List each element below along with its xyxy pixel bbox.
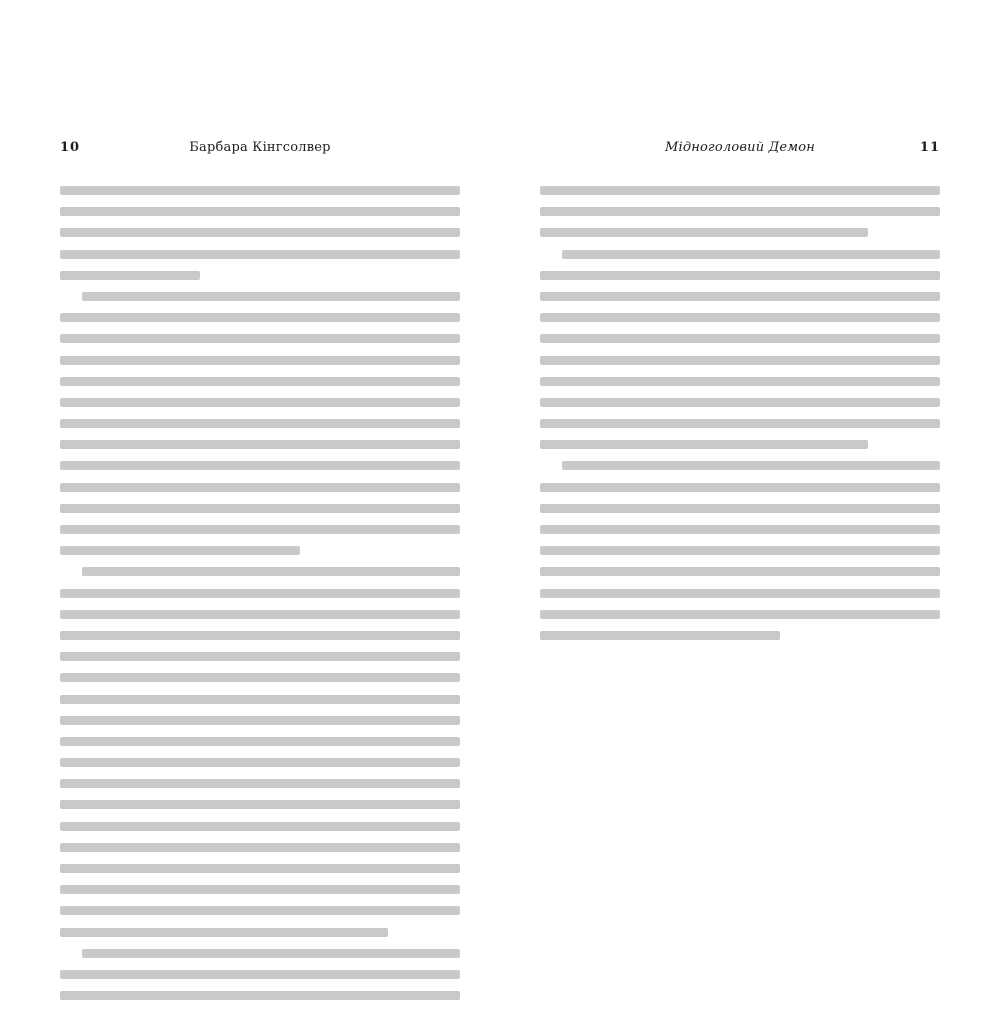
text-line-placeholder (82, 567, 460, 576)
text-line-placeholder (60, 822, 460, 831)
paragraph-placeholder (540, 186, 940, 237)
text-line-placeholder (60, 546, 300, 555)
text-line-placeholder (60, 250, 460, 259)
text-line-placeholder (60, 525, 460, 534)
text-line-placeholder (60, 228, 460, 237)
text-line-placeholder (60, 419, 460, 428)
text-line-placeholder (540, 567, 940, 576)
text-line-placeholder (540, 207, 940, 216)
text-line-placeholder (60, 377, 460, 386)
text-line-placeholder (60, 398, 460, 407)
text-line-placeholder (60, 737, 460, 746)
text-line-placeholder (60, 779, 460, 788)
text-line-placeholder (82, 949, 460, 958)
text-line-placeholder (60, 716, 460, 725)
text-line-placeholder (60, 207, 460, 216)
text-line-placeholder (60, 970, 460, 979)
right-page-header (540, 140, 940, 164)
text-line-placeholder (540, 377, 940, 386)
text-line-placeholder (540, 440, 868, 449)
text-line-placeholder (60, 461, 460, 470)
text-line-placeholder (60, 483, 460, 492)
text-line-placeholder (540, 334, 940, 343)
text-line-placeholder (540, 186, 940, 195)
text-line-placeholder (540, 589, 940, 598)
right-page-number: 11 (919, 140, 940, 155)
text-line-placeholder (60, 313, 460, 322)
text-line-placeholder (60, 610, 460, 619)
left-running-head: Барбара Кінгсолвер (189, 140, 331, 155)
paragraph-placeholder (540, 461, 940, 640)
left-page-header (60, 140, 460, 164)
text-line-placeholder (540, 228, 868, 237)
text-line-placeholder (540, 546, 940, 555)
paragraph-placeholder (60, 949, 460, 1000)
text-line-placeholder (562, 461, 940, 470)
text-line-placeholder (60, 631, 460, 640)
text-line-placeholder (60, 906, 460, 915)
paragraph-placeholder (60, 567, 460, 936)
text-line-placeholder (60, 440, 460, 449)
text-line-placeholder (60, 673, 460, 682)
text-line-placeholder (540, 271, 940, 280)
paragraph-placeholder (540, 250, 940, 450)
text-line-placeholder (540, 631, 780, 640)
text-line-placeholder (60, 504, 460, 513)
text-line-placeholder (60, 186, 460, 195)
text-line-placeholder (60, 589, 460, 598)
text-line-placeholder (82, 292, 460, 301)
text-line-placeholder (60, 271, 200, 280)
text-line-placeholder (540, 504, 940, 513)
text-line-placeholder (60, 695, 460, 704)
right-body-text-placeholder (540, 186, 940, 640)
text-line-placeholder (540, 398, 940, 407)
text-line-placeholder (60, 334, 460, 343)
text-line-placeholder (562, 250, 940, 259)
right-page (540, 140, 940, 652)
text-line-placeholder (60, 885, 460, 894)
text-line-placeholder (60, 991, 460, 1000)
left-body-text-placeholder (60, 186, 460, 1000)
text-line-placeholder (60, 843, 460, 852)
text-line-placeholder (540, 610, 940, 619)
text-line-placeholder (540, 419, 940, 428)
right-running-head: Мідноголовий Демон (664, 140, 816, 155)
paragraph-placeholder (60, 186, 460, 280)
text-line-placeholder (60, 758, 460, 767)
text-line-placeholder (540, 483, 940, 492)
text-line-placeholder (60, 864, 460, 873)
text-line-placeholder (60, 652, 460, 661)
text-line-placeholder (60, 928, 388, 937)
text-line-placeholder (540, 356, 940, 365)
left-page (60, 140, 460, 1012)
paragraph-placeholder (60, 292, 460, 555)
text-line-placeholder (540, 313, 940, 322)
text-line-placeholder (60, 356, 460, 365)
text-line-placeholder (540, 292, 940, 301)
text-line-placeholder (60, 800, 460, 809)
left-page-number: 10 (60, 140, 81, 155)
text-line-placeholder (540, 525, 940, 534)
